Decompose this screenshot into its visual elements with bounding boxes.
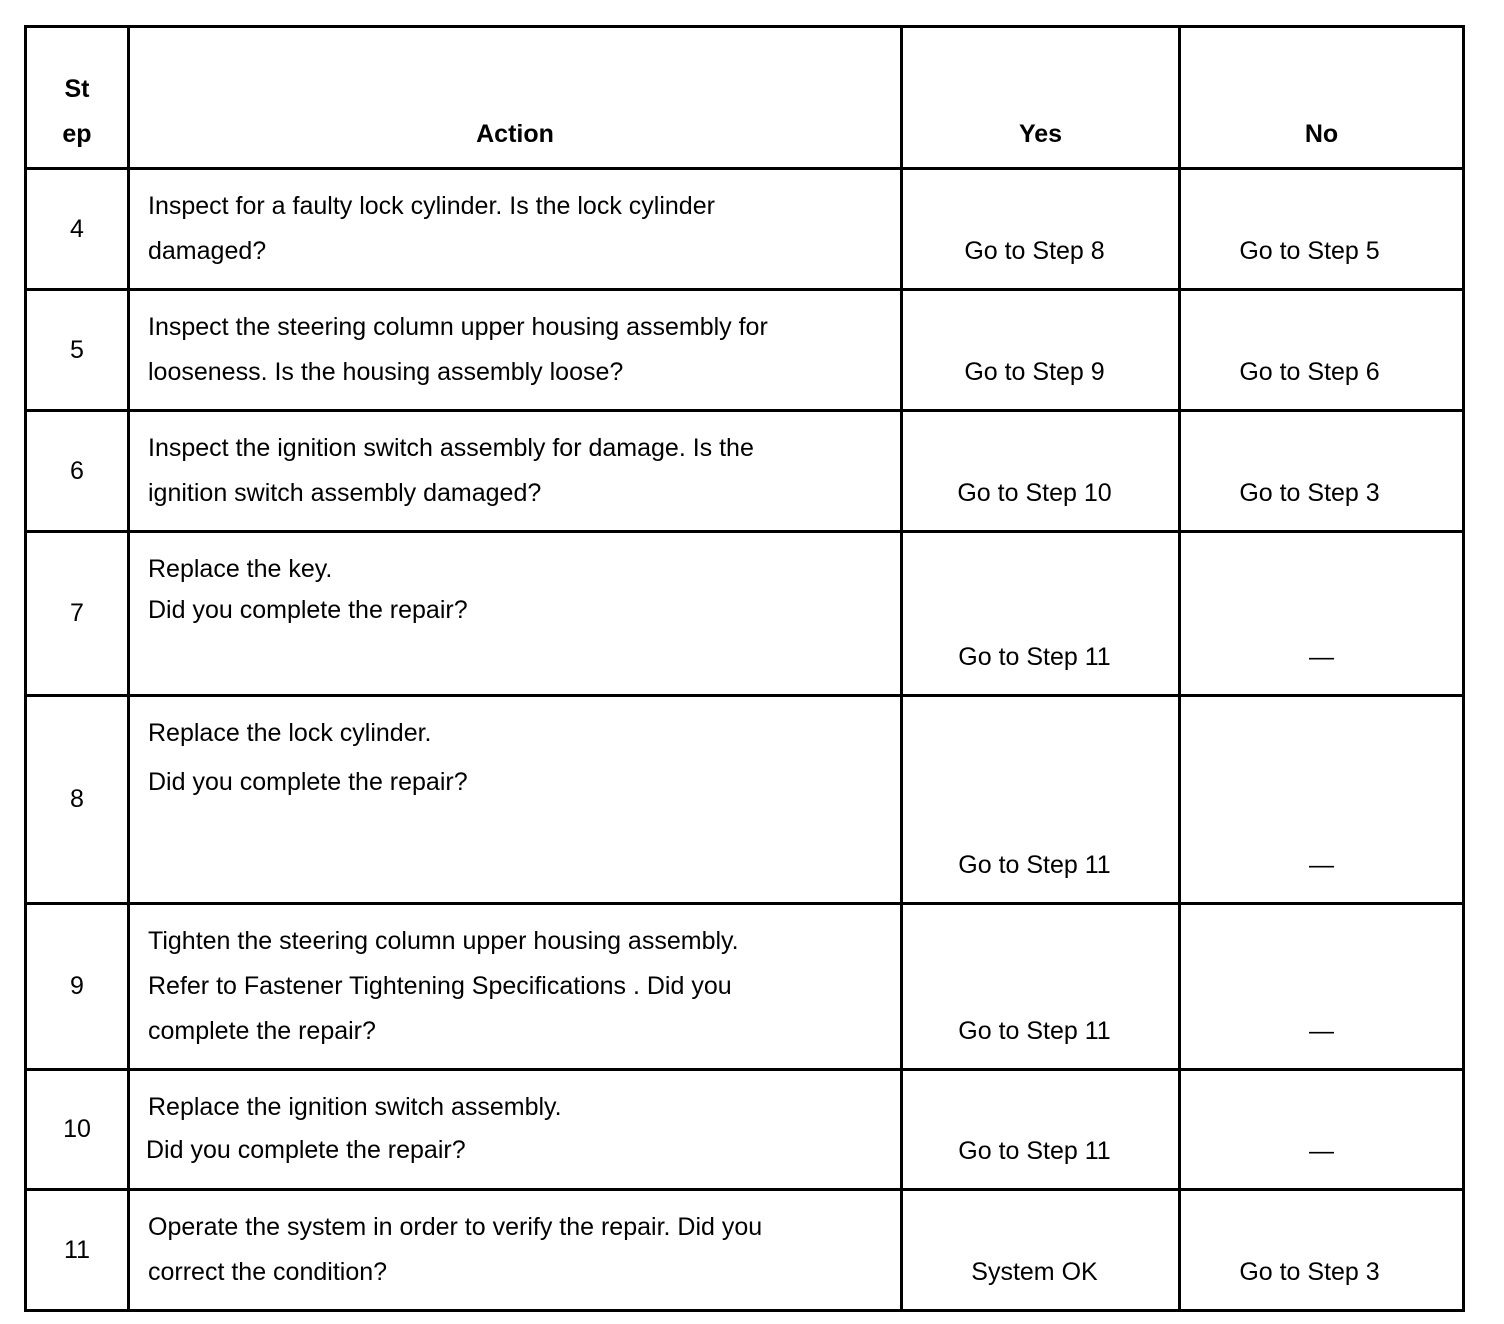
action-text bbox=[129, 411, 902, 532]
step-number: 5 bbox=[26, 290, 129, 411]
header-yes bbox=[902, 27, 1180, 169]
header-step-line-2: ep bbox=[62, 120, 92, 148]
table-row bbox=[26, 411, 1464, 532]
no-result-text: Go to Step 6 bbox=[1239, 358, 1380, 386]
header-action bbox=[129, 27, 902, 169]
no-result bbox=[1180, 411, 1464, 532]
action-line: Operate the system in order to verify the repair. Did you bbox=[148, 1213, 763, 1241]
step-number: 10 bbox=[26, 1070, 129, 1190]
yes-result-text: Go to Step 11 bbox=[958, 1137, 1111, 1165]
header-row bbox=[26, 27, 1464, 169]
no-result bbox=[1180, 169, 1464, 290]
action-text bbox=[129, 696, 902, 904]
yes-result bbox=[902, 411, 1180, 532]
header-action-label: Action bbox=[476, 120, 554, 148]
step-number: 6 bbox=[26, 411, 129, 532]
yes-result bbox=[902, 290, 1180, 411]
action-line: complete the repair? bbox=[148, 1017, 376, 1045]
action-text bbox=[129, 169, 902, 290]
action-line: Inspect for a faulty lock cylinder. Is the lock cylinder bbox=[148, 192, 715, 220]
no-result bbox=[1180, 1070, 1464, 1190]
yes-result-text: Go to Step 11 bbox=[958, 643, 1111, 671]
no-result-text: Go to Step 5 bbox=[1239, 237, 1380, 265]
table-row bbox=[26, 904, 1464, 1070]
no-result-text: — bbox=[1309, 643, 1334, 671]
no-result bbox=[1180, 904, 1464, 1070]
yes-result-text: Go to Step 9 bbox=[964, 358, 1105, 386]
table-row bbox=[26, 1070, 1464, 1190]
yes-result bbox=[902, 696, 1180, 904]
header-no bbox=[1180, 27, 1464, 169]
action-line: Replace the key. bbox=[148, 555, 333, 583]
action-text bbox=[129, 532, 902, 696]
no-result-text: — bbox=[1309, 851, 1334, 879]
yes-result-text: Go to Step 10 bbox=[957, 479, 1112, 507]
action-line: Replace the ignition switch assembly. bbox=[148, 1093, 562, 1121]
yes-result bbox=[902, 904, 1180, 1070]
action-line: Refer to Fastener Tightening Specifications . Did you bbox=[148, 972, 732, 1000]
table-row bbox=[26, 290, 1464, 411]
step-number: 4 bbox=[26, 169, 129, 290]
no-result-text: — bbox=[1309, 1017, 1334, 1045]
yes-result-text: Go to Step 8 bbox=[964, 237, 1105, 265]
diagnostic-table bbox=[24, 25, 1465, 1312]
header-step bbox=[26, 27, 129, 169]
yes-result-text: Go to Step 11 bbox=[958, 851, 1111, 879]
action-text bbox=[129, 904, 902, 1070]
yes-result-text: Go to Step 11 bbox=[958, 1017, 1111, 1045]
action-line: Did you complete the repair? bbox=[148, 596, 468, 624]
action-text bbox=[129, 290, 902, 411]
action-line: Inspect the ignition switch assembly for damage. Is the bbox=[148, 434, 754, 462]
no-result-text: — bbox=[1309, 1137, 1334, 1165]
yes-result bbox=[902, 169, 1180, 290]
action-line: looseness. Is the housing assembly loose? bbox=[148, 358, 624, 386]
no-result bbox=[1180, 532, 1464, 696]
table-row bbox=[26, 532, 1464, 696]
yes-result bbox=[902, 1190, 1180, 1311]
no-result bbox=[1180, 696, 1464, 904]
step-number: 7 bbox=[26, 532, 129, 696]
action-line: Tighten the steering column upper housing assembly. bbox=[148, 927, 739, 955]
action-line: Did you complete the repair? bbox=[146, 1136, 466, 1164]
action-text bbox=[129, 1190, 902, 1311]
no-result-text: Go to Step 3 bbox=[1239, 479, 1380, 507]
action-line: ignition switch assembly damaged? bbox=[148, 479, 542, 507]
no-result bbox=[1180, 290, 1464, 411]
yes-result bbox=[902, 1070, 1180, 1190]
table-row bbox=[26, 169, 1464, 290]
step-number: 9 bbox=[26, 904, 129, 1070]
no-result bbox=[1180, 1190, 1464, 1311]
header-no-label: No bbox=[1304, 120, 1339, 148]
action-line: Did you complete the repair? bbox=[148, 768, 468, 796]
action-line: Replace the lock cylinder. bbox=[148, 719, 432, 747]
yes-result bbox=[902, 532, 1180, 696]
step-number: 8 bbox=[26, 696, 129, 904]
action-line: Inspect the steering column upper housing assembly for bbox=[148, 313, 768, 341]
header-yes-label: Yes bbox=[1018, 120, 1063, 148]
no-result-text: Go to Step 3 bbox=[1239, 1258, 1380, 1286]
action-text bbox=[129, 1070, 902, 1190]
action-line: damaged? bbox=[148, 237, 267, 265]
step-number: 11 bbox=[26, 1190, 129, 1311]
yes-result-text: System OK bbox=[971, 1258, 1098, 1286]
table-row bbox=[26, 1190, 1464, 1311]
table-row bbox=[26, 696, 1464, 904]
action-line: correct the condition? bbox=[148, 1258, 388, 1286]
header-step-line-1: St bbox=[64, 75, 90, 103]
